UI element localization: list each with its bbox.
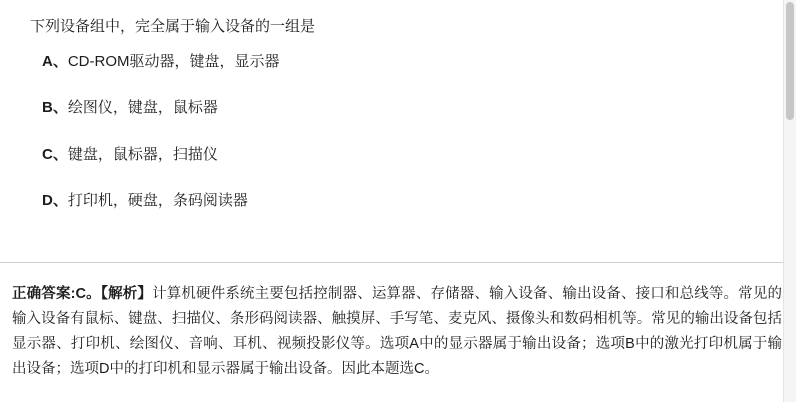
option-b[interactable] (24, 97, 772, 120)
answer-block (12, 282, 782, 382)
option-c[interactable] (24, 144, 772, 167)
option-d[interactable] (24, 190, 772, 213)
answer-paragraph (12, 282, 782, 382)
option-a-text: CD-ROM驱动器，键盘，显示器 (67, 52, 280, 70)
vertical-scrollbar[interactable] (783, 0, 796, 402)
option-d-label: D、 (42, 192, 68, 209)
section-divider (0, 262, 796, 263)
option-c-label: C、 (42, 145, 68, 163)
option-b-label: B、 (42, 99, 68, 116)
option-a-label: A、 (42, 52, 68, 70)
answer-heading: 正确答案:C。【解析】 (12, 286, 153, 302)
option-c-text: 键盘，鼠标器，扫描仪 (67, 145, 218, 163)
scrollbar-thumb[interactable] (786, 2, 794, 120)
option-list (24, 51, 772, 213)
question-stem: 下列设备组中，完全属于输入设备的一组是 (30, 18, 316, 35)
option-b-text: 绘图仪，键盘，鼠标器 (67, 99, 218, 116)
option-a[interactable] (24, 51, 772, 74)
option-d-text: 打印机，硬盘，条码阅读器 (67, 192, 248, 209)
answer-explanation: 计算机硬件系统主要包括控制器、运算器、存储器、输入设备、输出设备、接口和总线等。常见的输入设备有鼠标、键盘、扫描仪、条形码阅读器、触摸屏、手写笔、麦克风、摄像头和数码相机等。常见的输出设备包括显示器、打印机、绘图仪、音响、耳机、视频投影仪等。选项A中的显示器属于输出设备；选项B中的激光打印机属于输出设备；选项D中的打印机和显示器属于输出设备。因此本题选C。 (12, 286, 782, 377)
